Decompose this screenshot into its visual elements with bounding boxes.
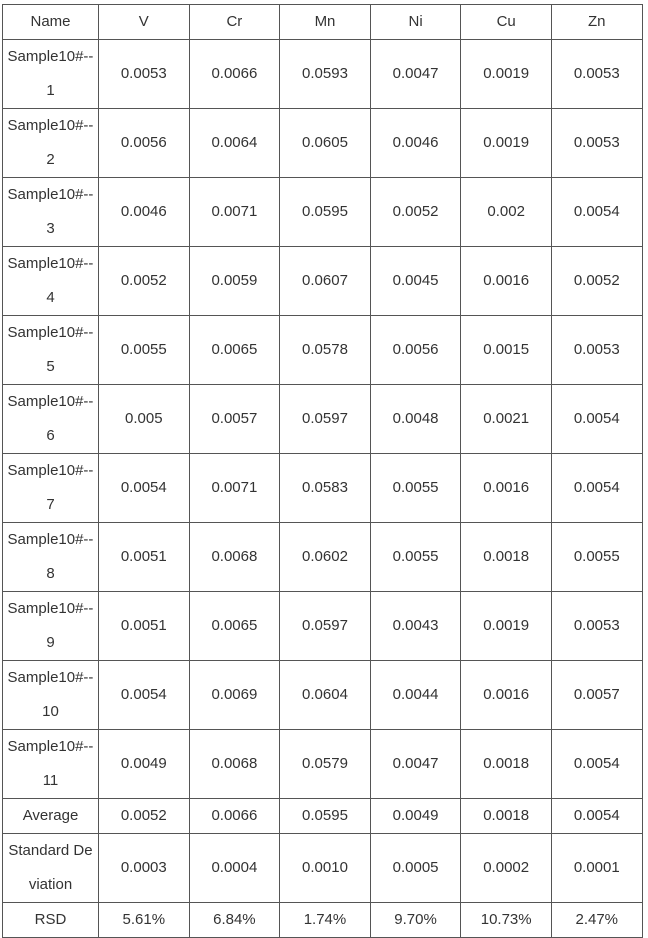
- table-row: [3, 523, 643, 592]
- value-cell: 0.0055: [99, 316, 190, 385]
- value-cell: 0.0053: [99, 40, 190, 109]
- value-cell: 0.0054: [551, 178, 642, 247]
- row-label-cell: Sample10#--8: [3, 523, 99, 592]
- value-cell: 0.0019: [461, 592, 552, 661]
- value-cell: 0.0053: [551, 109, 642, 178]
- value-cell: 0.0018: [461, 730, 552, 799]
- value-cell: 0.0597: [280, 385, 371, 454]
- value-cell: 0.0607: [280, 247, 371, 316]
- value-cell: 2.47%: [551, 903, 642, 938]
- table-row: [3, 316, 643, 385]
- value-cell: 0.0047: [370, 40, 461, 109]
- value-cell: 0.0602: [280, 523, 371, 592]
- value-cell: 0.0002: [461, 834, 552, 903]
- value-cell: 5.61%: [99, 903, 190, 938]
- value-cell: 0.0055: [370, 454, 461, 523]
- value-cell: 0.0064: [189, 109, 280, 178]
- row-label-cell: Sample10#--5: [3, 316, 99, 385]
- table-row: [3, 903, 643, 938]
- value-cell: 0.0066: [189, 799, 280, 834]
- value-cell: 0.0005: [370, 834, 461, 903]
- row-label-cell: Sample10#--7: [3, 454, 99, 523]
- value-cell: 0.0049: [370, 799, 461, 834]
- value-cell: 0.0054: [551, 454, 642, 523]
- table-row: [3, 247, 643, 316]
- table-row: [3, 385, 643, 454]
- value-cell: 0.0052: [99, 247, 190, 316]
- value-cell: 0.0051: [99, 523, 190, 592]
- value-cell: 0.0018: [461, 799, 552, 834]
- value-cell: 10.73%: [461, 903, 552, 938]
- value-cell: 0.0048: [370, 385, 461, 454]
- value-cell: 0.0597: [280, 592, 371, 661]
- value-cell: 0.0019: [461, 40, 552, 109]
- table-row: [3, 799, 643, 834]
- value-cell: 0.0015: [461, 316, 552, 385]
- value-cell: 0.0593: [280, 40, 371, 109]
- value-cell: 0.0604: [280, 661, 371, 730]
- value-cell: 0.0578: [280, 316, 371, 385]
- column-header: Cu: [461, 5, 552, 40]
- value-cell: 0.0051: [99, 592, 190, 661]
- value-cell: 1.74%: [280, 903, 371, 938]
- row-label-cell: Average: [3, 799, 99, 834]
- value-cell: 0.0004: [189, 834, 280, 903]
- value-cell: 0.0049: [99, 730, 190, 799]
- value-cell: 0.0065: [189, 592, 280, 661]
- value-cell: 0.0071: [189, 178, 280, 247]
- value-cell: 0.0579: [280, 730, 371, 799]
- value-cell: 0.0044: [370, 661, 461, 730]
- table-row: [3, 730, 643, 799]
- value-cell: 0.0054: [99, 454, 190, 523]
- value-cell: 6.84%: [189, 903, 280, 938]
- table-row: [3, 40, 643, 109]
- value-cell: 0.0053: [551, 40, 642, 109]
- value-cell: 0.0068: [189, 523, 280, 592]
- value-cell: 0.0054: [99, 661, 190, 730]
- value-cell: 0.0052: [99, 799, 190, 834]
- value-cell: 0.0069: [189, 661, 280, 730]
- column-header: Name: [3, 5, 99, 40]
- value-cell: 0.0056: [370, 316, 461, 385]
- value-cell: 0.0057: [189, 385, 280, 454]
- row-label-cell: Sample10#--3: [3, 178, 99, 247]
- column-header: Cr: [189, 5, 280, 40]
- row-label-cell: Sample10#--1: [3, 40, 99, 109]
- row-label-cell: RSD: [3, 903, 99, 938]
- value-cell: 0.0583: [280, 454, 371, 523]
- column-header: V: [99, 5, 190, 40]
- value-cell: 0.0059: [189, 247, 280, 316]
- row-label-cell: Sample10#--4: [3, 247, 99, 316]
- table-row: [3, 834, 643, 903]
- table-row: [3, 592, 643, 661]
- table-row: [3, 178, 643, 247]
- value-cell: 0.002: [461, 178, 552, 247]
- value-cell: 0.0056: [99, 109, 190, 178]
- value-cell: 0.0066: [189, 40, 280, 109]
- column-header: Zn: [551, 5, 642, 40]
- value-cell: 0.0018: [461, 523, 552, 592]
- value-cell: 0.0016: [461, 661, 552, 730]
- row-label-cell: Standard Deviation: [3, 834, 99, 903]
- table-row: [3, 109, 643, 178]
- value-cell: 0.0021: [461, 385, 552, 454]
- row-label-cell: Sample10#--9: [3, 592, 99, 661]
- value-cell: 0.0595: [280, 799, 371, 834]
- value-cell: 0.0054: [551, 385, 642, 454]
- value-cell: 0.0068: [189, 730, 280, 799]
- value-cell: 0.0055: [370, 523, 461, 592]
- value-cell: 9.70%: [370, 903, 461, 938]
- table-body: [3, 5, 643, 938]
- value-cell: 0.0065: [189, 316, 280, 385]
- value-cell: 0.0055: [551, 523, 642, 592]
- value-cell: 0.0071: [189, 454, 280, 523]
- value-cell: 0.0057: [551, 661, 642, 730]
- row-label-cell: Sample10#--11: [3, 730, 99, 799]
- value-cell: 0.0053: [551, 316, 642, 385]
- column-header: Mn: [280, 5, 371, 40]
- value-cell: 0.0046: [99, 178, 190, 247]
- value-cell: 0.0605: [280, 109, 371, 178]
- value-cell: 0.0052: [551, 247, 642, 316]
- header-row: [3, 5, 643, 40]
- value-cell: 0.005: [99, 385, 190, 454]
- value-cell: 0.0052: [370, 178, 461, 247]
- value-cell: 0.0046: [370, 109, 461, 178]
- column-header: Ni: [370, 5, 461, 40]
- value-cell: 0.0054: [551, 730, 642, 799]
- table-row: [3, 454, 643, 523]
- value-cell: 0.0045: [370, 247, 461, 316]
- value-cell: 0.0016: [461, 247, 552, 316]
- value-cell: 0.0001: [551, 834, 642, 903]
- value-cell: 0.0047: [370, 730, 461, 799]
- value-cell: 0.0019: [461, 109, 552, 178]
- value-cell: 0.0003: [99, 834, 190, 903]
- value-cell: 0.0054: [551, 799, 642, 834]
- value-cell: 0.0053: [551, 592, 642, 661]
- row-label-cell: Sample10#--10: [3, 661, 99, 730]
- row-label-cell: Sample10#--6: [3, 385, 99, 454]
- value-cell: 0.0010: [280, 834, 371, 903]
- value-cell: 0.0595: [280, 178, 371, 247]
- value-cell: 0.0043: [370, 592, 461, 661]
- table-row: [3, 661, 643, 730]
- data-table: [2, 4, 643, 938]
- value-cell: 0.0016: [461, 454, 552, 523]
- row-label-cell: Sample10#--2: [3, 109, 99, 178]
